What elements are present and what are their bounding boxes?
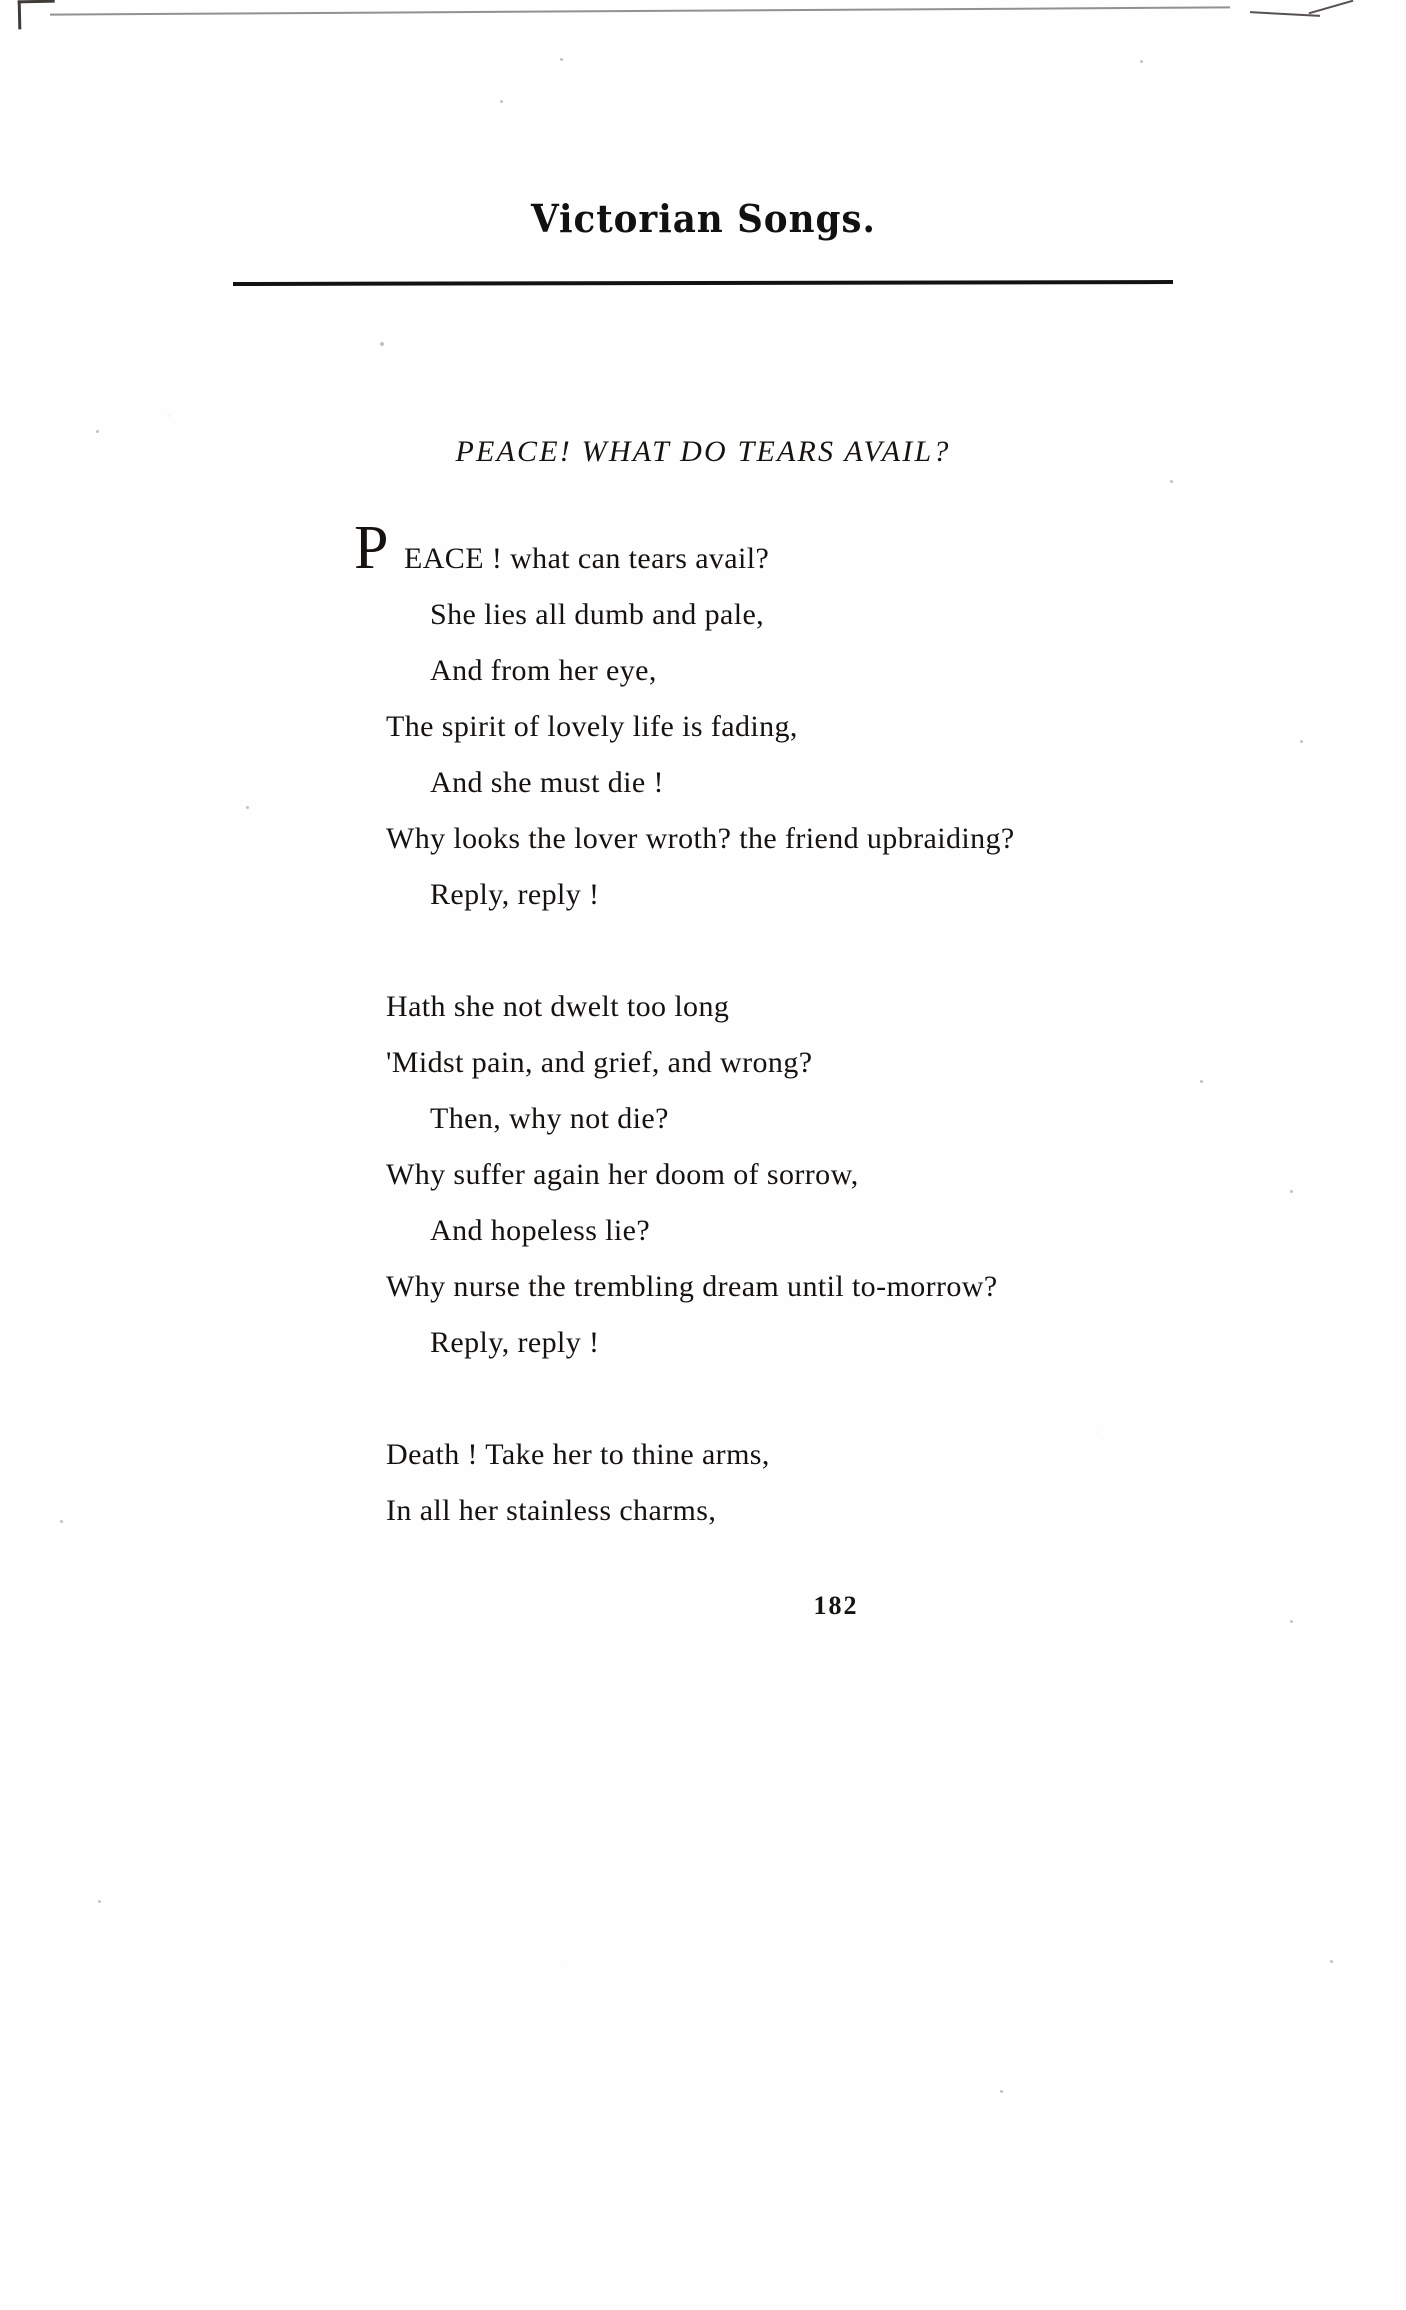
scan-speck: [1000, 2090, 1003, 2093]
poem-line: Why nurse the trembling dream until to-morrow?: [386, 1270, 998, 1303]
poem-line: She lies all dumb and pale,: [430, 598, 765, 631]
stanza: [354, 514, 1286, 923]
header-rule: [233, 280, 1173, 286]
folio-container: [386, 1591, 1286, 1621]
stanza: [386, 1427, 1286, 1539]
scan-speck: [1330, 1960, 1333, 1963]
poem-line: And from her eye,: [430, 654, 657, 687]
running-head-text: Victorian Songs.: [530, 196, 876, 241]
poem-line: The spirit of lovely life is fading,: [386, 710, 798, 743]
poem-line: In all her stainless charms,: [386, 1494, 717, 1527]
poem-line: [354, 514, 1286, 587]
poem-line: Hath she not dwelt too long: [386, 990, 730, 1023]
scan-speck: [98, 1900, 101, 1903]
poem-body: [354, 514, 1286, 1539]
running-head: [0, 196, 1406, 241]
poem-line-text: EACE ! what can tears avail?: [404, 542, 770, 575]
poem-line: And she must die !: [430, 766, 664, 799]
drop-cap: P: [354, 514, 389, 582]
poem-line: Reply, reply !: [430, 878, 600, 911]
page-number: 182: [813, 1591, 859, 1620]
poem-line: Why suffer again her doom of sorrow,: [386, 1158, 859, 1191]
poem-line: Why looks the lover wroth? the friend upbraiding?: [386, 822, 1015, 855]
poem-line: Death ! Take her to thine arms,: [386, 1438, 770, 1471]
poem-line: Reply, reply !: [430, 1326, 600, 1359]
poem-line: Then, why not die?: [430, 1102, 669, 1135]
stanza: [386, 979, 1286, 1371]
poem-line: And hopeless lie?: [430, 1214, 651, 1247]
poem-title: PEACE! WHAT DO TEARS AVAIL?: [455, 435, 951, 468]
poem-line: 'Midst pain, and grief, and wrong?: [386, 1046, 813, 1079]
